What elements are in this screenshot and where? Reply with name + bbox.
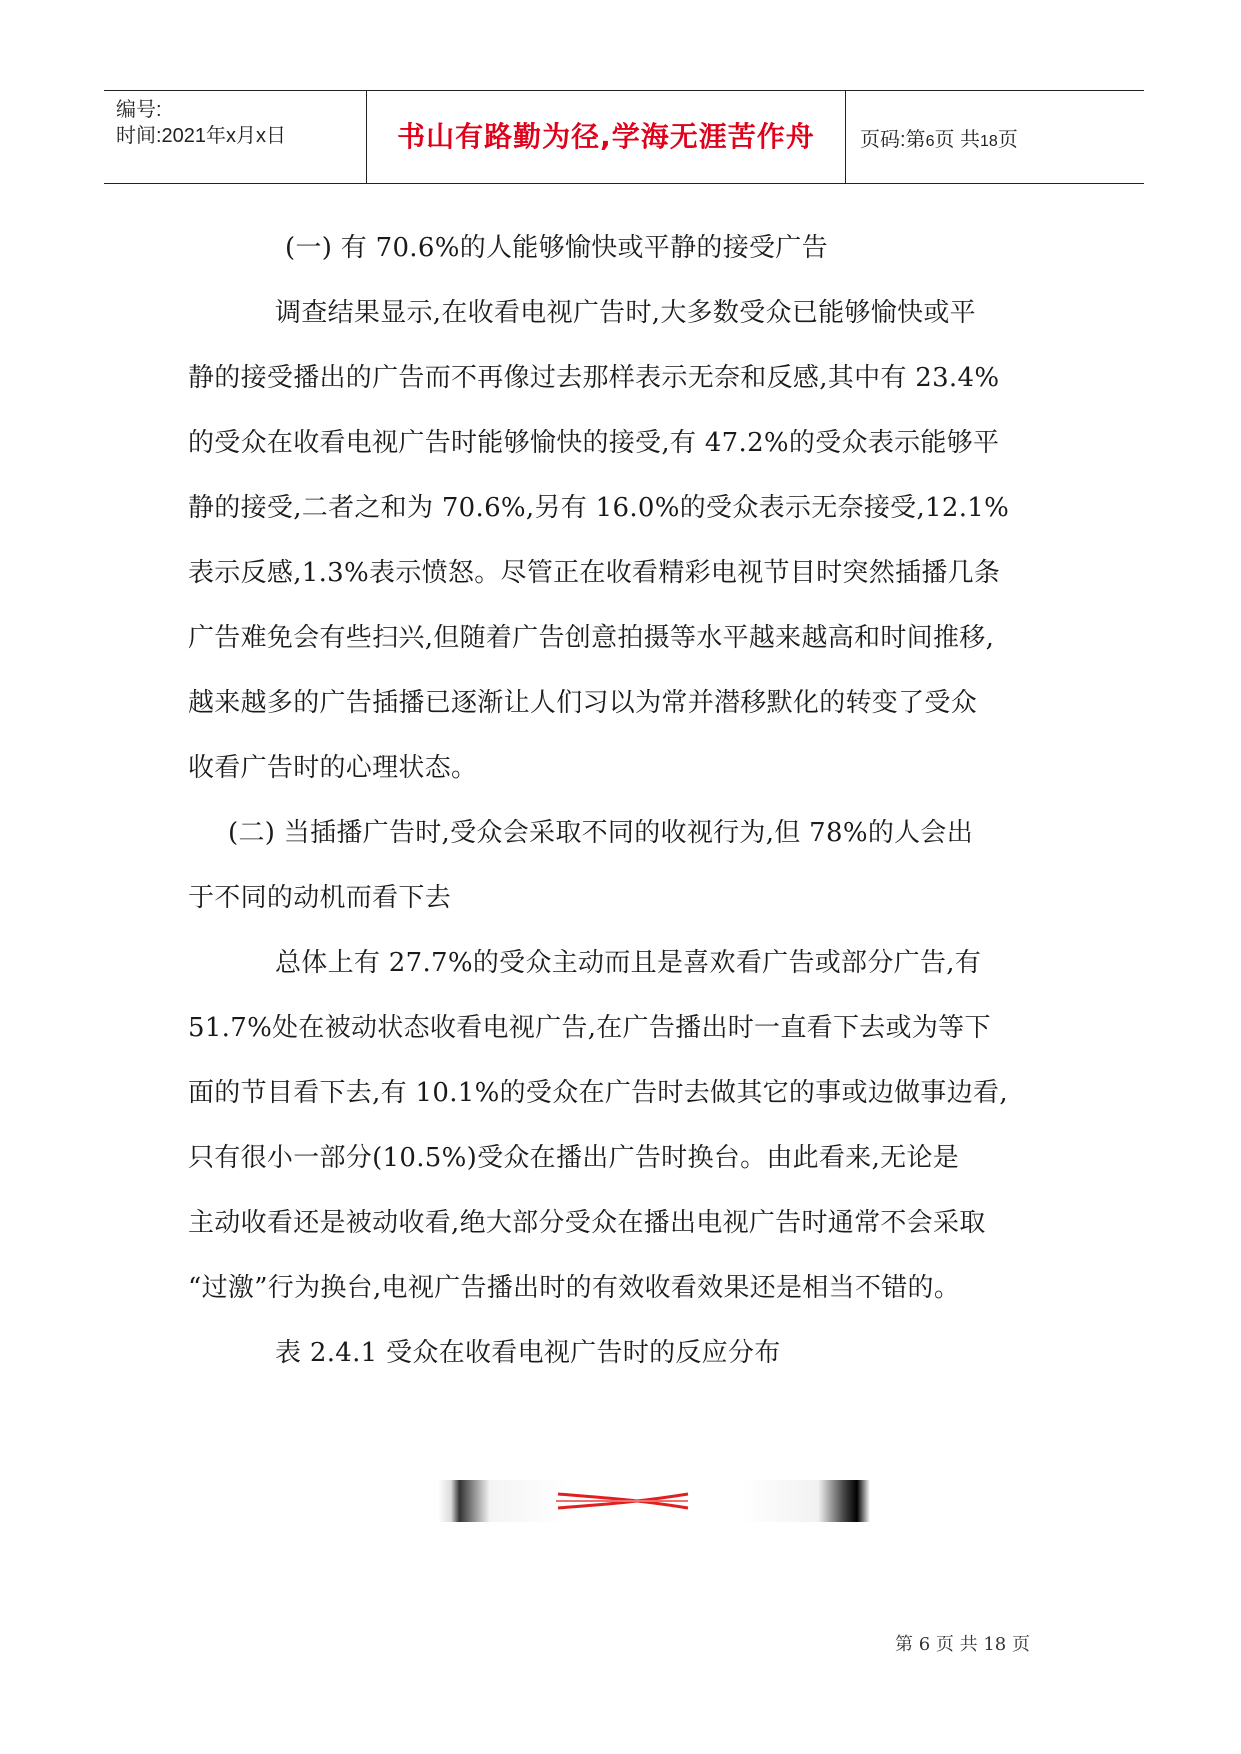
red-cross-mark: [438, 1480, 870, 1522]
section-heading-2-cont: 于不同的动机而看下去: [188, 883, 452, 913]
header-page-cell: [846, 91, 1144, 183]
paragraph-line: 越来越多的广告插播已逐渐让人们习以为常并潜移默化的转变了受众: [188, 688, 978, 718]
broken-image-placeholder: [438, 1480, 870, 1522]
section-heading-1: (一) 有 70.6%的人能够愉快或平静的接受广告: [285, 233, 828, 263]
paragraph-line: 静的接受播出的广告而不再像过去那样表示无奈和反感,其中有 23.4%: [188, 363, 1000, 393]
paragraph-line: 的受众在收看电视广告时能够愉快的接受,有 47.2%的受众表示能够平: [188, 428, 1000, 458]
paragraph-line: 只有很小一部分(10.5%)受众在播出广告时换台。由此看来,无论是: [188, 1143, 960, 1173]
header-page-info: [860, 123, 1018, 152]
paragraph-line: “过激”行为换台,电视广告播出时的有效收看效果还是相当不错的。: [188, 1273, 961, 1303]
page-mid: 页 共: [934, 129, 981, 151]
page-suffix: 页: [997, 129, 1018, 151]
paragraph-line: 表示反感,1.3%表示愤怒。尽管正在收看精彩电视节目时突然插播几条: [188, 558, 1001, 588]
header-motto-cell: [367, 91, 846, 183]
header-meta-cell: [104, 91, 367, 183]
page-number: 6: [925, 133, 935, 150]
paragraph-line: 收看广告时的心理状态。: [188, 753, 478, 783]
paragraph-line: 静的接受,二者之和为 70.6%,另有 16.0%的受众表示无奈接受,12.1%: [188, 493, 1010, 523]
paragraph-line: 主动收看还是被动收看,绝大部分受众在播出电视广告时通常不会采取: [188, 1208, 986, 1238]
header-motto: 书山有路勤为径,学海无涯苦作舟: [397, 120, 815, 153]
page-header: [104, 90, 1144, 184]
page-prefix: 页码:第: [860, 129, 926, 151]
paragraph-line: 调查结果显示,在收看电视广告时,大多数受众已能够愉快或平: [275, 298, 976, 328]
paragraph-line: 面的节目看下去,有 10.1%的受众在广告时去做其它的事或边做事边看,: [188, 1078, 1008, 1108]
page-footer: 第 6 页 共 18 页: [895, 1634, 1030, 1655]
doc-number-label: 编号:: [116, 99, 162, 121]
paragraph-line: 总体上有 27.7%的受众主动而且是喜欢看广告或部分广告,有: [275, 948, 982, 978]
page-total: 18: [980, 133, 998, 150]
doc-time-label: 时间:2021年x月x日: [116, 125, 287, 147]
section-heading-2: (二) 当插播广告时,受众会采取不同的收视行为,但 78%的人会出: [228, 818, 974, 848]
paragraph-line: 51.7%处在被动状态收看电视广告,在广告播出时一直看下去或为等下: [188, 1013, 991, 1043]
paragraph-line: 广告难免会有些扫兴,但随着广告创意拍摄等水平越来越高和时间推移,: [188, 623, 995, 653]
table-caption: 表 2.4.1 受众在收看电视广告时的反应分布: [275, 1338, 781, 1368]
